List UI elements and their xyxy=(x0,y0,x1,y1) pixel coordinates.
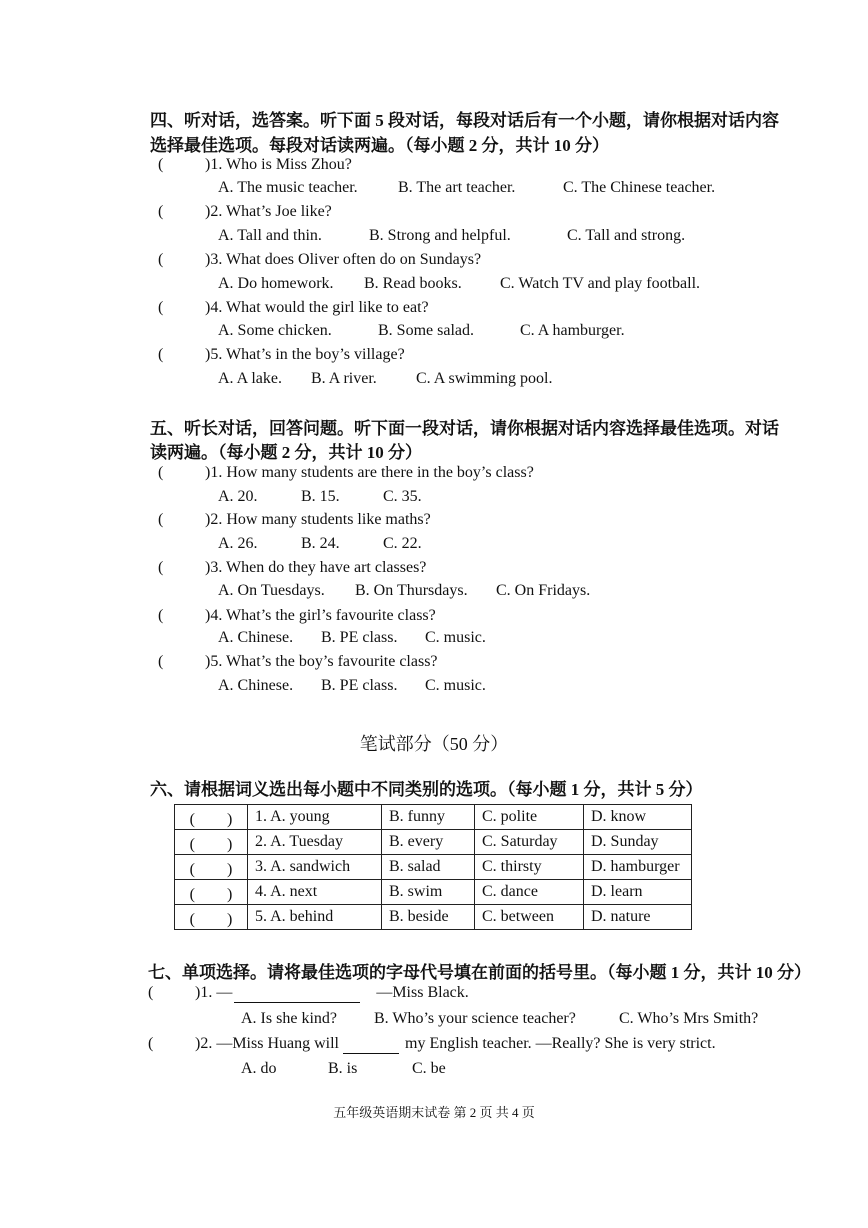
answer-paren[interactable]: ( xyxy=(148,984,154,1001)
question-stem xyxy=(195,1035,716,1054)
option-c: C. The Chinese teacher. xyxy=(563,179,716,196)
question-stem xyxy=(195,984,469,1003)
option-a: A. 20. xyxy=(218,488,258,505)
option-a: A. Some chicken. xyxy=(218,322,332,339)
option-b: B. A river. xyxy=(311,370,377,387)
word-cell: D. Sunday xyxy=(584,830,692,855)
option-a: A. Chinese. xyxy=(218,629,294,646)
option-c: C. 22. xyxy=(383,535,422,552)
option-a: A. 26. xyxy=(218,535,258,552)
word-cell: C. dance xyxy=(475,880,584,905)
word-cell: 4. A. next xyxy=(248,880,382,905)
word-cell: B. beside xyxy=(382,905,475,930)
word-cell: D. know xyxy=(584,805,692,830)
option-c: C. 35. xyxy=(383,488,422,505)
answer-paren[interactable]: ( xyxy=(158,607,164,624)
option-c: C. Watch TV and play football. xyxy=(500,275,701,292)
table-row xyxy=(175,830,692,855)
question-text: )2. —Miss Huang will xyxy=(195,1035,339,1052)
table-row xyxy=(175,905,692,930)
word-cell: C. polite xyxy=(475,805,584,830)
option-c: C. music. xyxy=(425,629,486,646)
section5-heading-line1: 五、听长对话，回答问题。听下面一段对话，请你根据对话内容选择最佳选项。对话 xyxy=(150,419,779,438)
word-cell: B. funny xyxy=(382,805,475,830)
option-b: B. is xyxy=(328,1060,358,1077)
question-text: )5. What’s in the boy’s village? xyxy=(205,346,405,363)
option-a: A. The music teacher. xyxy=(218,179,358,196)
page-footer: 五年级英语期末试卷 第 2 页 共 4 页 xyxy=(333,1105,535,1120)
word-cell: 1. A. young xyxy=(248,805,382,830)
question-text: )4. What’s the girl’s favourite class? xyxy=(205,607,436,624)
option-a: A. do xyxy=(241,1060,277,1077)
word-cell: C. thirsty xyxy=(475,855,584,880)
option-b: B. PE class. xyxy=(321,677,398,694)
section5-heading-line2: 读两遍。（每小题 2 分，共计 10 分） xyxy=(150,443,422,462)
option-b: B. The art teacher. xyxy=(398,179,516,196)
option-a: A. Is she kind? xyxy=(241,1010,337,1027)
word-cell: B. swim xyxy=(382,880,475,905)
question-text: )1. How many students are there in the boy’s class? xyxy=(205,464,534,481)
question-response: —Miss Black. xyxy=(376,984,469,1001)
option-a: A. A lake. xyxy=(218,370,282,387)
answer-paren[interactable]: ( xyxy=(158,346,164,363)
section4-heading-line1: 四、听对话，选答案。听下面 5 段对话，每段对话后有一个小题，请你根据对话内容 xyxy=(150,111,779,130)
option-a: A. Chinese. xyxy=(218,677,294,694)
answer-paren[interactable]: ( xyxy=(158,559,164,576)
table-row xyxy=(175,805,692,830)
question-text: )3. What does Oliver often do on Sundays? xyxy=(205,251,482,268)
option-c: C. On Fridays. xyxy=(496,582,591,599)
written-part-title: 笔试部分（50 分） xyxy=(359,734,509,754)
question-text: )4. What would the girl like to eat? xyxy=(205,299,429,316)
word-cell: B. salad xyxy=(382,855,475,880)
option-c: C. be xyxy=(412,1060,446,1077)
option-c: C. A swimming pool. xyxy=(416,370,553,387)
word-cell: C. Saturday xyxy=(475,830,584,855)
question-response: my English teacher. —Really? She is very strict. xyxy=(405,1035,716,1052)
word-cell: 3. A. sandwich xyxy=(248,855,382,880)
word-cell: D. learn xyxy=(584,880,692,905)
question-text: )3. When do they have art classes? xyxy=(205,559,427,576)
answer-cell[interactable]: ( ) xyxy=(175,905,248,930)
question-text: )5. What’s the boy’s favourite class? xyxy=(205,653,438,670)
answer-cell[interactable]: ( ) xyxy=(175,830,248,855)
word-cell: C. between xyxy=(475,905,584,930)
section7-heading: 七、单项选择。请将最佳选项的字母代号填在前面的括号里。（每小题 1 分，共计 10 分） xyxy=(148,963,811,982)
option-c: C. Tall and strong. xyxy=(567,227,686,244)
section6-heading: 六、请根据词义选出每小题中不同类别的选项。（每小题 1 分，共计 5 分） xyxy=(150,780,703,799)
option-c: C. A hamburger. xyxy=(520,322,625,339)
table-row xyxy=(175,880,692,905)
answer-cell[interactable]: ( ) xyxy=(175,805,248,830)
answer-paren[interactable]: ( xyxy=(158,156,164,173)
option-b: B. 24. xyxy=(301,535,340,552)
answer-blank[interactable] xyxy=(234,984,360,1003)
word-cell: D. hamburger xyxy=(584,855,692,880)
question-text: )2. What’s Joe like? xyxy=(205,203,332,220)
answer-paren[interactable]: ( xyxy=(158,511,164,528)
option-b: B. Some salad. xyxy=(378,322,474,339)
option-c: C. Who’s Mrs Smith? xyxy=(619,1010,759,1027)
answer-cell[interactable]: ( ) xyxy=(175,880,248,905)
option-b: B. Strong and helpful. xyxy=(369,227,511,244)
answer-paren[interactable]: ( xyxy=(158,203,164,220)
word-cell: B. every xyxy=(382,830,475,855)
answer-paren[interactable]: ( xyxy=(158,299,164,316)
option-b: B. PE class. xyxy=(321,629,398,646)
question-text: )1. — xyxy=(195,984,233,1001)
option-b: B. Read books. xyxy=(364,275,462,292)
option-a: A. Do homework. xyxy=(218,275,334,292)
vocab-table xyxy=(174,804,692,930)
answer-paren[interactable]: ( xyxy=(158,653,164,670)
question-text: )1. Who is Miss Zhou? xyxy=(205,156,352,173)
option-b: B. 15. xyxy=(301,488,340,505)
option-a: A. Tall and thin. xyxy=(218,227,322,244)
answer-paren[interactable]: ( xyxy=(148,1035,154,1052)
table-row xyxy=(175,855,692,880)
word-cell: 5. A. behind xyxy=(248,905,382,930)
answer-cell[interactable]: ( ) xyxy=(175,855,248,880)
option-b: B. Who’s your science teacher? xyxy=(374,1010,576,1027)
option-a: A. On Tuesdays. xyxy=(218,582,325,599)
answer-paren[interactable]: ( xyxy=(158,464,164,481)
question-text: )2. How many students like maths? xyxy=(205,511,431,528)
word-cell: 2. A. Tuesday xyxy=(248,830,382,855)
answer-blank[interactable] xyxy=(343,1035,399,1054)
option-c: C. music. xyxy=(425,677,486,694)
word-cell: D. nature xyxy=(584,905,692,930)
option-b: B. On Thursdays. xyxy=(355,582,468,599)
section4-heading-line2: 选择最佳选项。每段对话读两遍。（每小题 2 分，共计 10 分） xyxy=(150,136,609,155)
answer-paren[interactable]: ( xyxy=(158,251,164,268)
